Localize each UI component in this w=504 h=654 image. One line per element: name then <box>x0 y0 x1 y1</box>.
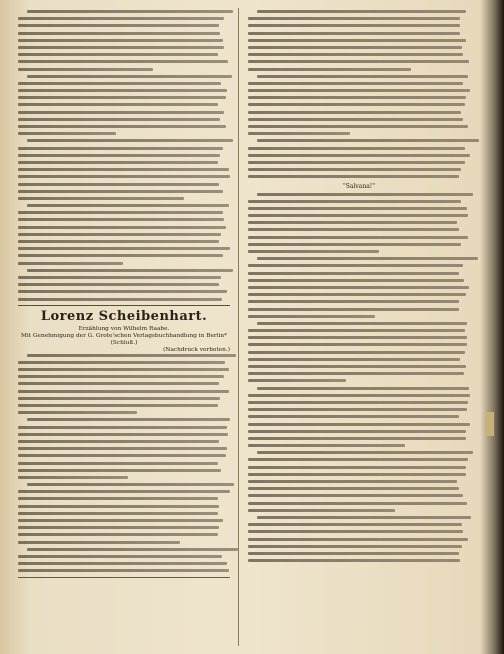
text-line <box>248 523 462 526</box>
article-text-lines <box>18 10 230 301</box>
text-line <box>248 530 463 533</box>
text-line <box>257 516 471 519</box>
text-line <box>248 154 470 157</box>
text-line <box>18 197 184 200</box>
text-line <box>248 32 460 35</box>
text-line <box>248 147 465 150</box>
text-line <box>18 283 219 286</box>
story-headline: Lorenz Scheibenhart. <box>40 308 208 324</box>
text-line <box>18 526 219 529</box>
text-line <box>257 193 473 196</box>
text-line <box>248 53 463 56</box>
text-line <box>257 139 479 142</box>
text-line <box>27 483 234 486</box>
text-line <box>248 214 468 217</box>
text-line <box>18 168 229 171</box>
text-line <box>248 394 470 397</box>
text-line <box>18 390 229 393</box>
story-footnote <box>18 577 230 580</box>
text-line <box>18 512 218 515</box>
text-line <box>248 161 465 164</box>
text-line <box>248 200 461 203</box>
text-line <box>18 247 230 250</box>
text-line <box>248 545 462 548</box>
text-line <box>248 118 463 121</box>
text-line <box>248 24 460 27</box>
text-line <box>257 387 469 390</box>
text-line <box>18 433 228 436</box>
text-line <box>248 365 466 368</box>
text-line <box>18 361 225 364</box>
text-line <box>18 505 219 508</box>
text-line <box>248 415 459 418</box>
text-line <box>18 24 219 27</box>
text-line <box>18 454 226 457</box>
text-line <box>248 509 395 512</box>
text-line <box>18 111 224 114</box>
text-line <box>248 125 468 128</box>
text-line <box>18 39 223 42</box>
story-text-lines <box>248 10 470 178</box>
text-line <box>248 68 411 71</box>
text-line <box>248 243 461 246</box>
right-column <box>248 10 470 566</box>
text-line <box>18 404 218 407</box>
text-line <box>18 562 227 565</box>
text-line <box>18 32 220 35</box>
text-line <box>248 538 468 541</box>
text-line <box>18 375 224 378</box>
text-line <box>18 233 221 236</box>
text-line <box>18 569 229 572</box>
text-line <box>18 218 224 221</box>
section-label: "Salvana!" <box>343 182 375 190</box>
text-line <box>27 10 233 13</box>
story-divider <box>18 305 230 306</box>
text-line <box>248 444 405 447</box>
text-line <box>18 82 221 85</box>
text-line <box>248 236 468 239</box>
text-line <box>248 308 459 311</box>
text-line <box>18 462 218 465</box>
text-line <box>27 354 236 357</box>
text-line <box>18 469 221 472</box>
text-line <box>248 111 461 114</box>
text-line <box>248 552 459 555</box>
text-line <box>248 473 466 476</box>
text-line <box>18 190 223 193</box>
text-line <box>18 147 223 150</box>
text-line <box>18 254 223 257</box>
text-line <box>248 250 379 253</box>
reprint-note: (Nachdruck verboten.) <box>163 346 230 353</box>
text-line <box>248 17 460 20</box>
text-line <box>18 298 222 301</box>
text-line <box>18 382 219 385</box>
text-line <box>18 519 223 522</box>
text-line <box>248 286 469 289</box>
text-line <box>248 466 466 469</box>
text-line <box>248 60 469 63</box>
text-line <box>18 555 222 558</box>
text-line <box>18 426 227 429</box>
story-rights: Mit Genehmigung der G. Grote'schen Verlagsbuchhandlung in Berlin* <box>20 332 228 339</box>
text-line <box>248 351 465 354</box>
text-line <box>248 279 464 282</box>
text-line <box>248 46 462 49</box>
text-line <box>18 262 123 265</box>
text-line <box>18 490 230 493</box>
text-line <box>248 487 459 490</box>
text-line <box>248 96 466 99</box>
text-line <box>248 343 467 346</box>
text-line <box>257 10 466 13</box>
column-divider <box>238 8 239 646</box>
text-line <box>18 60 228 63</box>
text-line <box>248 329 465 332</box>
text-line <box>248 315 375 318</box>
text-line <box>257 451 473 454</box>
text-line <box>27 139 233 142</box>
text-line <box>248 300 459 303</box>
text-line <box>18 211 223 214</box>
text-line <box>257 257 478 260</box>
text-line <box>27 418 230 421</box>
text-line <box>18 161 218 164</box>
text-line <box>18 118 220 121</box>
text-line <box>27 204 229 207</box>
text-line <box>18 397 220 400</box>
text-line <box>18 46 224 49</box>
text-line <box>257 75 468 78</box>
text-line <box>18 541 180 544</box>
text-line <box>18 183 219 186</box>
text-line <box>248 494 463 497</box>
text-line <box>18 17 224 20</box>
text-line <box>18 476 128 479</box>
story-part-label: (Schluß.) <box>110 339 138 346</box>
text-line <box>18 368 229 371</box>
text-line <box>27 548 238 551</box>
text-line <box>18 497 218 500</box>
text-line <box>248 264 463 267</box>
text-line <box>248 228 459 231</box>
text-line <box>248 175 459 178</box>
text-line <box>18 53 218 56</box>
text-line <box>18 240 219 243</box>
text-line <box>248 379 346 382</box>
text-line <box>248 89 470 92</box>
text-line <box>248 293 466 296</box>
text-line <box>248 132 350 135</box>
text-line <box>248 103 465 106</box>
story-byline: Erzählung von Wilhelm Raabe. <box>78 325 170 332</box>
text-line <box>18 533 218 536</box>
text-line <box>248 502 467 505</box>
text-line <box>248 401 468 404</box>
text-line <box>18 290 227 293</box>
binding-tab <box>486 412 494 436</box>
text-line <box>18 447 227 450</box>
text-line <box>18 411 137 414</box>
text-line <box>27 269 233 272</box>
text-line <box>18 440 219 443</box>
text-line <box>18 276 221 279</box>
text-line <box>18 175 230 178</box>
story-text-lines <box>248 193 470 563</box>
text-line <box>18 132 116 135</box>
text-line <box>18 96 226 99</box>
text-line <box>18 154 220 157</box>
text-line <box>248 408 467 411</box>
text-line <box>248 358 460 361</box>
text-line <box>248 207 467 210</box>
text-line <box>248 423 470 426</box>
text-line <box>248 39 466 42</box>
text-line <box>248 272 459 275</box>
text-line <box>18 226 226 229</box>
text-line <box>248 82 463 85</box>
text-line <box>248 168 461 171</box>
text-line <box>18 103 218 106</box>
page-edge-shadow <box>480 0 504 654</box>
text-line <box>248 458 468 461</box>
story-text-lines <box>18 354 230 573</box>
left-column <box>18 10 230 580</box>
text-line <box>248 430 466 433</box>
text-line <box>248 336 467 339</box>
text-line <box>248 559 460 562</box>
text-line <box>18 68 153 71</box>
text-line <box>27 75 232 78</box>
text-line <box>18 89 227 92</box>
text-line <box>248 372 464 375</box>
text-line <box>248 480 457 483</box>
text-line <box>248 437 466 440</box>
text-line <box>18 125 226 128</box>
text-line <box>257 322 467 325</box>
text-line <box>248 221 457 224</box>
